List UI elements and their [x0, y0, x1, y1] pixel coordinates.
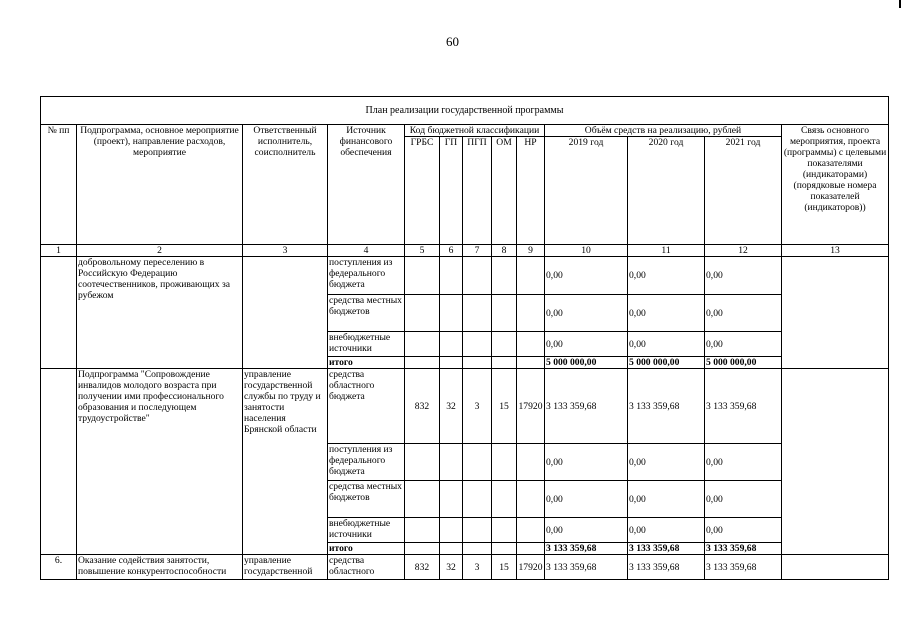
header-grbs: ГРБС: [405, 137, 440, 245]
header-executor: Ответственный исполнитель, соисполнитель: [243, 125, 328, 245]
header-pgp: ПГП: [463, 137, 492, 245]
col-number: 3: [243, 245, 328, 257]
table-row: [41, 555, 889, 580]
amount-2019: 0,00: [545, 257, 628, 295]
amount-2021: 3 133 359,68: [705, 369, 782, 444]
num-cell: 6.: [41, 555, 77, 580]
num-cell: [41, 369, 77, 555]
amount-2020: 0,00: [628, 518, 705, 543]
caption-row: [41, 97, 889, 125]
plan-table: [40, 96, 889, 580]
amount-2020: 3 133 359,68: [628, 369, 705, 444]
header-2019: 2019 год: [545, 137, 628, 245]
gp-cell: 32: [440, 369, 463, 444]
link-cell: [782, 369, 889, 555]
column-number-row: [41, 245, 889, 257]
amount-2019: 3 133 359,68: [545, 543, 628, 555]
description-cell: Оказание содействия занятости, повышение конкурентоспособности: [77, 555, 243, 580]
col-number: 13: [782, 245, 889, 257]
edge-mark: [899, 0, 901, 8]
executor-cell: управление государственной службы по труду и занятости населения Брянской области: [243, 369, 328, 555]
source-cell: внебюджетные источники: [328, 332, 405, 357]
amount-2021: 0,00: [705, 481, 782, 518]
executor-cell: управление государственной: [243, 555, 328, 580]
link-cell: [782, 555, 889, 580]
amount-2021: 3 133 359,68: [705, 555, 782, 580]
pgp-cell: 3: [463, 555, 492, 580]
gp-cell: 32: [440, 555, 463, 580]
header-source: Источник финансового обеспечения: [328, 125, 405, 245]
amount-2020: 5 000 000,00: [628, 357, 705, 369]
description-cell: Подпрограмма "Сопровождение инвалидов молодого возраста при получении ими профессионального образования и последующем трудоустройстве": [77, 369, 243, 555]
amount-2020: 0,00: [628, 257, 705, 295]
col-number: 7: [463, 245, 492, 257]
amount-2021: 0,00: [705, 257, 782, 295]
header-row: [41, 125, 889, 137]
amount-2021: 3 133 359,68: [705, 543, 782, 555]
source-cell: итого: [328, 357, 405, 369]
amount-2021: 0,00: [705, 444, 782, 481]
header-np: НР: [517, 137, 545, 245]
source-cell: итого: [328, 543, 405, 555]
header-om: ОМ: [492, 137, 517, 245]
table-row: [41, 257, 889, 295]
grbs-cell: 832: [405, 369, 440, 444]
link-cell: [782, 257, 889, 369]
description-cell: добровольному переселению в Российскую Федерацию соотечественников, проживающих за рубежом: [77, 257, 243, 369]
num-cell: [41, 257, 77, 369]
amount-2021: 0,00: [705, 518, 782, 543]
amount-2019: 0,00: [545, 518, 628, 543]
source-cell: внебюджетные источники: [328, 518, 405, 543]
col-number: 4: [328, 245, 405, 257]
amount-2020: 0,00: [628, 332, 705, 357]
col-number: 11: [628, 245, 705, 257]
header-gp: ГП: [440, 137, 463, 245]
amount-2021: 5 000 000,00: [705, 357, 782, 369]
source-cell: поступления из федерального бюджета: [328, 444, 405, 481]
page-number: 60: [446, 34, 459, 49]
table-row: [41, 369, 889, 444]
np-cell: 17920: [517, 369, 545, 444]
amount-2021: 0,00: [705, 295, 782, 332]
amount-2019: 5 000 000,00: [545, 357, 628, 369]
amount-2019: 3 133 359,68: [545, 555, 628, 580]
grbs-cell: 832: [405, 555, 440, 580]
amount-2019: 0,00: [545, 332, 628, 357]
col-number: 6: [440, 245, 463, 257]
om-cell: 15: [492, 369, 517, 444]
header-subprogram: Подпрограмма, основное мероприятие (проект), направление расходов, мероприятие: [77, 125, 243, 245]
source-cell: средства областного: [328, 555, 405, 580]
pgp-cell: 3: [463, 369, 492, 444]
executor-cell: [243, 257, 328, 369]
amount-2020: 0,00: [628, 444, 705, 481]
col-number: 9: [517, 245, 545, 257]
header-2020: 2020 год: [628, 137, 705, 245]
col-number: 12: [705, 245, 782, 257]
amount-2020: 0,00: [628, 295, 705, 332]
col-number: 2: [77, 245, 243, 257]
amount-2019: 0,00: [545, 481, 628, 518]
amount-2019: 0,00: [545, 444, 628, 481]
om-cell: 15: [492, 555, 517, 580]
col-number: 10: [545, 245, 628, 257]
header-budget-code: Код бюджетной классификации: [405, 125, 545, 137]
col-number: 1: [41, 245, 77, 257]
table-caption: План реализации государственной программы: [41, 97, 889, 125]
header-2021: 2021 год: [705, 137, 782, 245]
amount-2020: 0,00: [628, 481, 705, 518]
col-number: 5: [405, 245, 440, 257]
header-funding: Объём средств на реализацию, рублей: [545, 125, 782, 137]
col-number: 8: [492, 245, 517, 257]
amount-2020: 3 133 359,68: [628, 543, 705, 555]
header-link: Связь основного мероприятия, проекта (программы) с целевыми показателями (индикаторами) (порядковые номера показателей (индикаторов)): [782, 125, 889, 245]
np-cell: 17920: [517, 555, 545, 580]
amount-2019: 0,00: [545, 295, 628, 332]
amount-2021: 0,00: [705, 332, 782, 357]
source-cell: средства местных бюджетов: [328, 295, 405, 332]
amount-2019: 3 133 359,68: [545, 369, 628, 444]
source-cell: средства областного бюджета: [328, 369, 405, 444]
source-cell: средства местных бюджетов: [328, 481, 405, 518]
source-cell: поступления из федерального бюджета: [328, 257, 405, 295]
amount-2020: 3 133 359,68: [628, 555, 705, 580]
header-num: № пп: [41, 125, 77, 245]
